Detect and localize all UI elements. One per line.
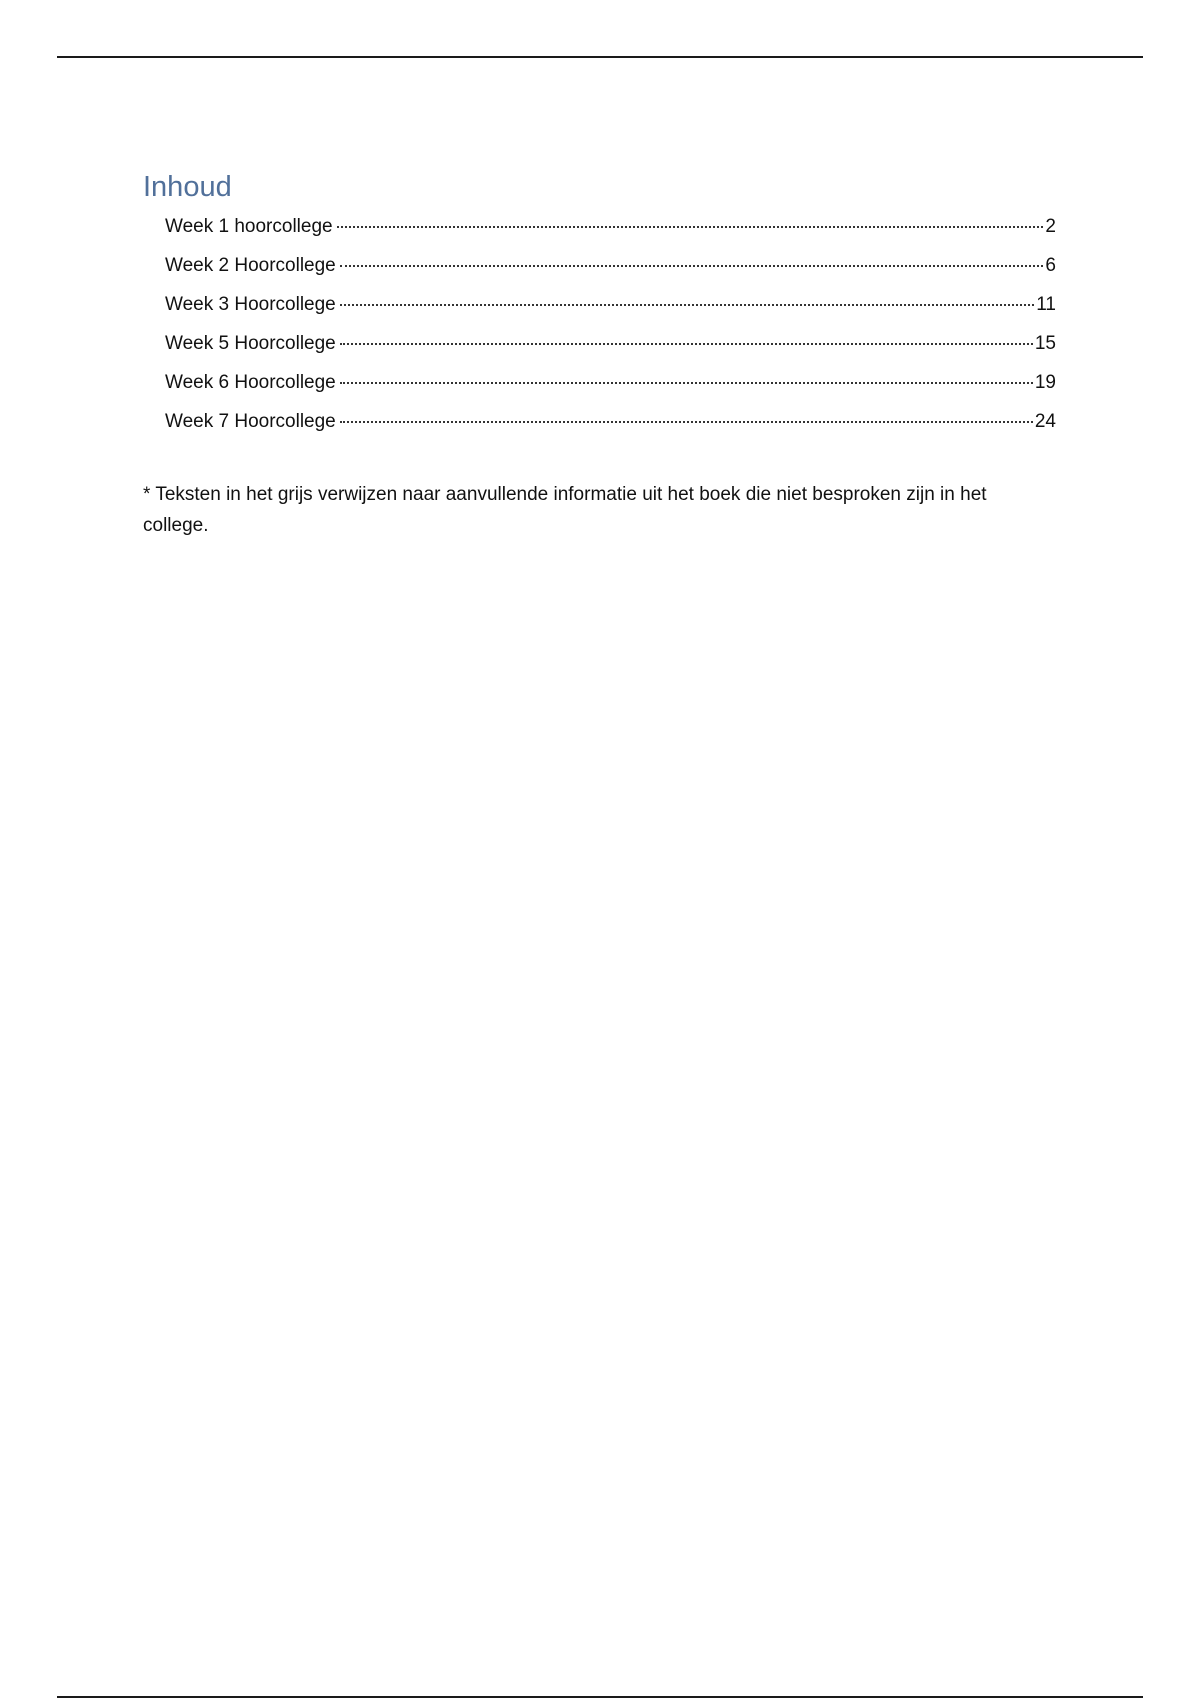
toc-entry-week-6[interactable]: [143, 371, 1056, 410]
toc-dot-leader: [337, 226, 1044, 228]
toc-entry-label: Week 5 Hoorcollege: [165, 333, 336, 354]
toc-entry-page: 11: [1036, 294, 1056, 315]
toc-entry-label: Week 6 Hoorcollege: [165, 372, 336, 393]
toc-dot-leader: [340, 382, 1033, 384]
toc-entry-week-2[interactable]: [143, 254, 1056, 293]
page-content: [143, 168, 1056, 541]
toc-entry-label: Week 3 Hoorcollege: [165, 294, 336, 315]
toc-entry-page: 19: [1034, 372, 1056, 393]
toc-entry-page: 2: [1045, 216, 1056, 237]
toc-entry-label: Week 2 Hoorcollege: [165, 255, 336, 276]
toc-entry-label: Week 7 Hoorcollege: [165, 411, 336, 432]
toc-dot-leader: [340, 265, 1044, 267]
toc-title: Inhoud: [143, 171, 232, 203]
toc-list: [143, 215, 1056, 449]
toc-dot-leader: [340, 421, 1033, 423]
toc-dot-leader: [340, 304, 1035, 306]
toc-entry-page: 24: [1034, 411, 1056, 432]
toc-entry-page: 15: [1034, 333, 1056, 354]
toc-entry-week-1[interactable]: [143, 215, 1056, 254]
toc-dot-leader: [340, 343, 1033, 345]
header-rule: [57, 56, 1143, 58]
toc-entry-page: 6: [1045, 255, 1056, 276]
toc-entry-week-7[interactable]: [143, 410, 1056, 449]
toc-entry-label: Week 1 hoorcollege: [165, 216, 333, 237]
grey-text-note: * Teksten in het grijs verwijzen naar aanvullende informatie uit het boek die niet besproken zijn in het college.: [143, 484, 987, 536]
toc-entry-week-5[interactable]: [143, 332, 1056, 371]
toc-entry-week-3[interactable]: [143, 293, 1056, 332]
footer-rule: [57, 1696, 1143, 1698]
